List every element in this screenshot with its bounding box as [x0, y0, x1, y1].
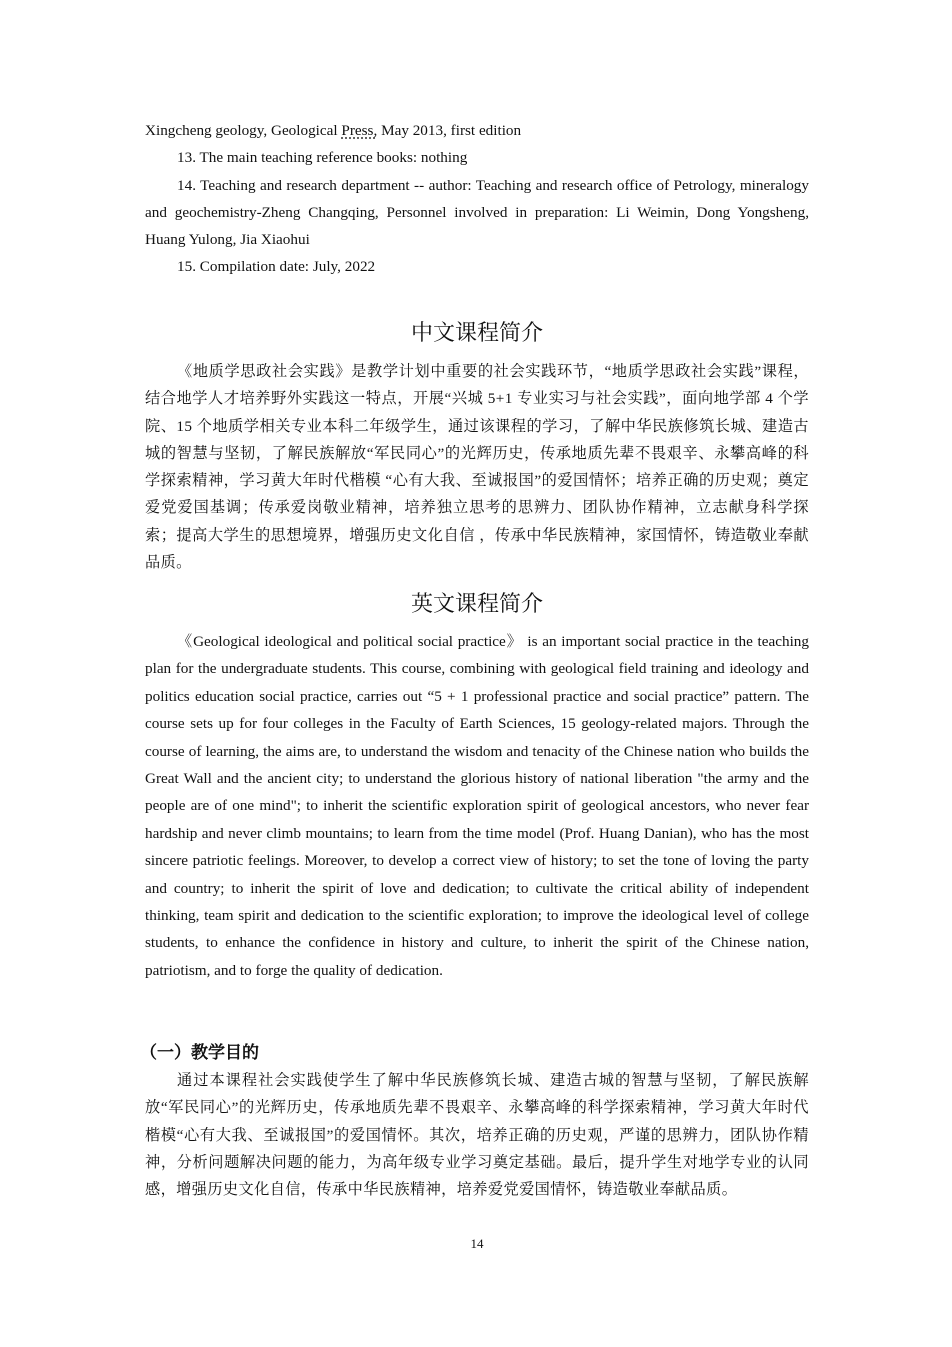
reference-text-end: May 2013, first edition: [377, 122, 522, 139]
item-13: 13. The main teaching reference books: nothing: [177, 149, 468, 167]
section-body: 通过本课程社会实践使学生了解中华民族修筑长城、建造古城的智慧与坚韧，了解民族解放“军民同心”的光辉历史，传承地质先辈不畏艰辛、永攀高峰的科学探索精神，学习黄大年时代楷模“心有大我、至诚报国”的爱国情怀。其次，培养正确的历史观，严谨的思辨力，团队协作精神，分析问题解决问题的能力，为高年级专业学习奠定基础。最后，提升学生对地学专业的认同感，增强历史文化自信，传承中华民族精神，培养爱党爱国情怀，铸造敬业奉献品质。: [145, 1072, 809, 1199]
reference-list: [145, 117, 809, 281]
item-15: 15. Compilation date: July, 2022: [177, 258, 376, 276]
section-heading: （一）教学目的: [140, 1043, 259, 1063]
en-intro-title: 英文课程简介: [410, 591, 543, 616]
cn-intro-body: 《地质学思政社会实践》是教学计划中重要的社会实践环节，“地质学思政社会实践”课程，结合地学人才培养野外实践这一特点，开展“兴城 5+1 专业实习与社会实践”，面向地学部 4 个学院、15 个地质学相关专业本科二年级学生，通过该课程的学习，了解中华民族修筑长城、建造古城的智慧与坚韧，了解民族解放“军民同心”的光辉历史，传承地质先辈不畏艰辛、永攀高峰的科学探索精神，学习黄大年时代楷模 “心有大我、至诚报国”的爱国情怀；培养正确的历史观；奠定爱党爱国基调；传承爱岗敬业精神，培养独立思考的思辨力、团队协作精神，立志献身科学探索；提高大学生的思想境界，增强历史文化自信 ，传承中华民族精神，家国情怀，铸造敬业奉献品质。: [145, 363, 809, 572]
cn-intro-title: 中文课程简介: [410, 320, 543, 345]
en-intro-body: 《Geological ideological and political social practice》 is an important social practice in the teaching plan for the undergraduate students. This course, combining with geological field training and ideology and politics education social practice, carries out “5 + 1 professional practice and social practice” pattern. The course sets up for four colleges in the Faculty of Earth Sciences, 15 geology-related majors. Through the course of learning, the aims are, to understand the wisdom and tenacity of the Chinese nation who builds the Great Wall and the ancient city; to understand the glorious history of national liberation "the army and the people are of one mind"; to inherit the scientific exploration spirit of geological ancestors, who never fear hardship and never climb mountains; to learn from the time model (Prof. Huang Danian), who has the most sincere patriotic feelings. Moreover, to develop a correct view of history; to set the tone of loving the party and country; to inherit the spirit of love and dedication; to cultivate the critical ability of independent thinking, team spirit and dedication to the scientific exploration; to improve the ideological level of college students, to enhance the confidence in history and culture, to inherit the spirit of the Chinese nation, patriotism, and to forge the quality of dedication.: [145, 633, 809, 979]
reference-line: [145, 117, 809, 144]
press-word: Press,: [341, 122, 378, 139]
page-number: 14: [470, 1236, 484, 1251]
reference-text: Xingcheng geology, Geological: [145, 122, 342, 139]
item-14: 14. Teaching and research department -- author: Teaching and research office of Petrology, mineralogy and geochemistry-Zheng Changqing, Personnel involved in preparation: Li Weimin, Dong Yongsheng, Huang Yulong, Jia Xiaohui: [145, 176, 809, 249]
